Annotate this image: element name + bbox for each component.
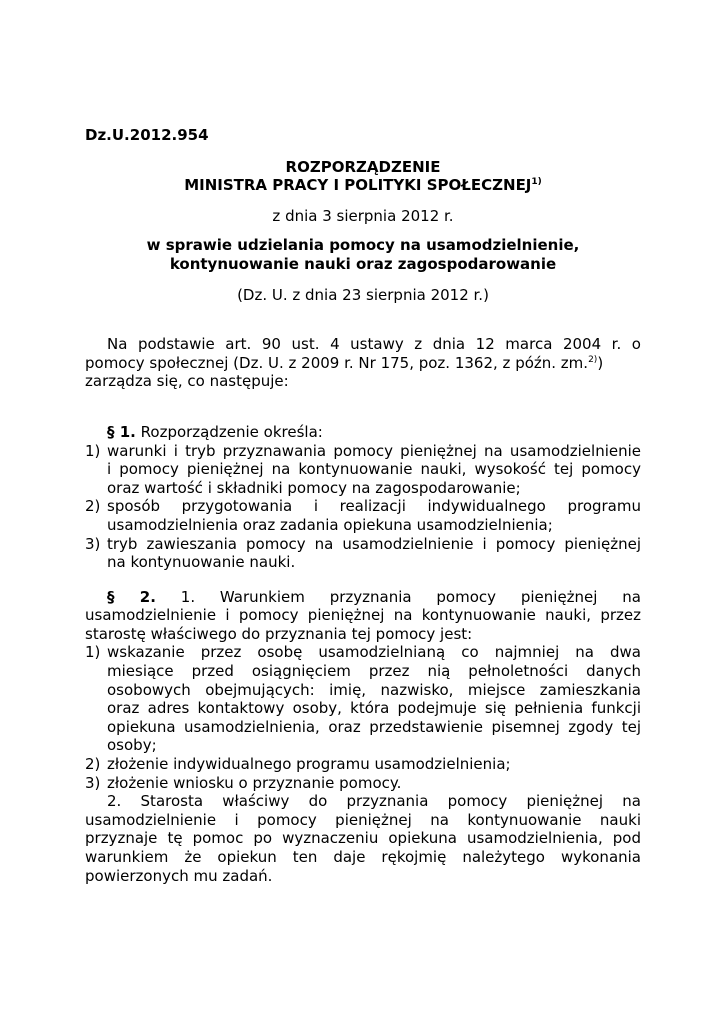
list-item-number: 2) [85, 497, 101, 516]
preamble-line [85, 354, 641, 373]
list-item-line: osobowych obejmujących: imię, nazwisko, miejsce zamieszkania [107, 680, 641, 699]
document-subject [85, 236, 641, 273]
list-item-line: oraz adres kontaktowy osoby, która podejmuje się pełnienia funkcji [107, 699, 641, 718]
preamble-line-text: pomocy społecznej (Dz. U. z 2009 r. Nr 175, poz. 1362, z późn. zm. [85, 353, 589, 372]
section-2-line: starostę właściwego do przyznania tej pomocy jest: [85, 624, 473, 643]
preamble [85, 335, 641, 391]
list-item [85, 755, 641, 774]
list-item-number: 2) [85, 755, 101, 774]
subject-line-2: kontynuowanie nauki oraz zagospodarowanie [169, 254, 557, 273]
section-2-line: 1. Warunkiem przyznania pomocy pieniężnej na [180, 587, 641, 606]
section-2-paragraph-2-line: warunkiem że opiekun ten daje rękojmię należytego wykonania [85, 848, 641, 866]
publication-note: (Dz. U. z dnia 23 sierpnia 2012 r.) [237, 285, 489, 304]
document-title [85, 158, 641, 195]
list-item [85, 535, 641, 572]
title-line-2 [85, 176, 641, 195]
section-1-intro: Rozporządzenie określa: [140, 422, 323, 441]
footnote-marker-1: 1) [531, 177, 542, 188]
list-item-number: 1) [85, 643, 101, 662]
list-item-number: 3) [85, 773, 101, 792]
list-item-line: oraz wartość i składniki pomocy na zagospodarowanie; [107, 478, 521, 497]
preamble-line-close: ) [597, 353, 604, 372]
list-item-number: 3) [85, 534, 101, 553]
list-item-line: sposób przygotowania i realizacji indywidualnego programu [107, 497, 641, 516]
section-2-heading [85, 588, 641, 607]
list-item-line: warunki i tryb przyznawania pomocy pieniężnej na usamodzielnienie [107, 441, 641, 460]
section-2-paragraph-2-line: 2. Starosta właściwy do przyznania pomocy pieniężnej na [107, 792, 641, 811]
subject-line-1: w sprawie udzielania pomocy na usamodzielnienie, [146, 236, 580, 255]
list-item-line: złożenie wniosku o przyznanie pomocy. [107, 773, 402, 792]
list-item-line: wskazanie przez osobę usamodzielnianą co najmniej na dwa [107, 643, 641, 662]
list-item [85, 643, 641, 755]
list-item-number: 1) [85, 441, 101, 460]
document-date: z dnia 3 sierpnia 2012 r. [272, 206, 454, 225]
list-item [85, 442, 641, 498]
section-2 [85, 588, 641, 886]
list-item-line: usamodzielnienia oraz zadania opiekuna usamodzielnienia; [107, 515, 553, 534]
section-2-paragraph-2-line: usamodzielnienie i pomocy pieniężnej na kontynuowanie nauki [85, 810, 641, 829]
list-item-line: i pomocy pieniężnej na kontynuowanie nauki, wysokość tej pomocy [107, 460, 641, 479]
list-item-line: miesiące przed osiągnięciem przez nią pełnoletności danych [107, 662, 641, 681]
section-2-paragraph-2-line: powierzonych mu zadań. [85, 866, 273, 885]
list-item-line: tryb zawieszania pomocy na usamodzielnienie i pomocy pieniężnej [107, 534, 641, 553]
document-page [85, 126, 641, 885]
section-mark: § 1. [107, 422, 136, 441]
preamble-line: Na podstawie art. 90 ust. 4 ustawy z dnia 12 marca 2004 r. o [107, 335, 641, 354]
document-reference: Dz.U.2012.954 [85, 126, 209, 144]
list-item [85, 774, 641, 793]
list-item-line: złożenie indywidualnego programu usamodzielnienia; [107, 755, 511, 774]
list-item-line: osoby; [107, 736, 157, 755]
section-2-line: usamodzielnienie i pomocy pieniężnej na kontynuowanie nauki, przez [85, 606, 641, 625]
list-item-line: opiekuna usamodzielnienia, oraz przedstawienie pisemnej zgody tej [107, 717, 641, 736]
title-line-2-text: MINISTRA PRACY I POLITYKI SPOŁECZNEJ [184, 176, 532, 195]
section-1 [85, 423, 641, 572]
preamble-line: zarządza się, co następuje: [85, 372, 289, 391]
section-1-heading [85, 423, 641, 442]
footnote-marker-2: 2) [588, 354, 598, 365]
list-item-line: na kontynuowanie nauki. [107, 553, 296, 572]
list-item [85, 497, 641, 534]
section-mark: § 2. [107, 587, 156, 606]
title-line-1: ROZPORZĄDZENIE [285, 157, 441, 176]
section-2-paragraph-2-line: przyznaje tę pomoc po wyznaczeniu opiekuna usamodzielnienia, pod [85, 829, 641, 848]
